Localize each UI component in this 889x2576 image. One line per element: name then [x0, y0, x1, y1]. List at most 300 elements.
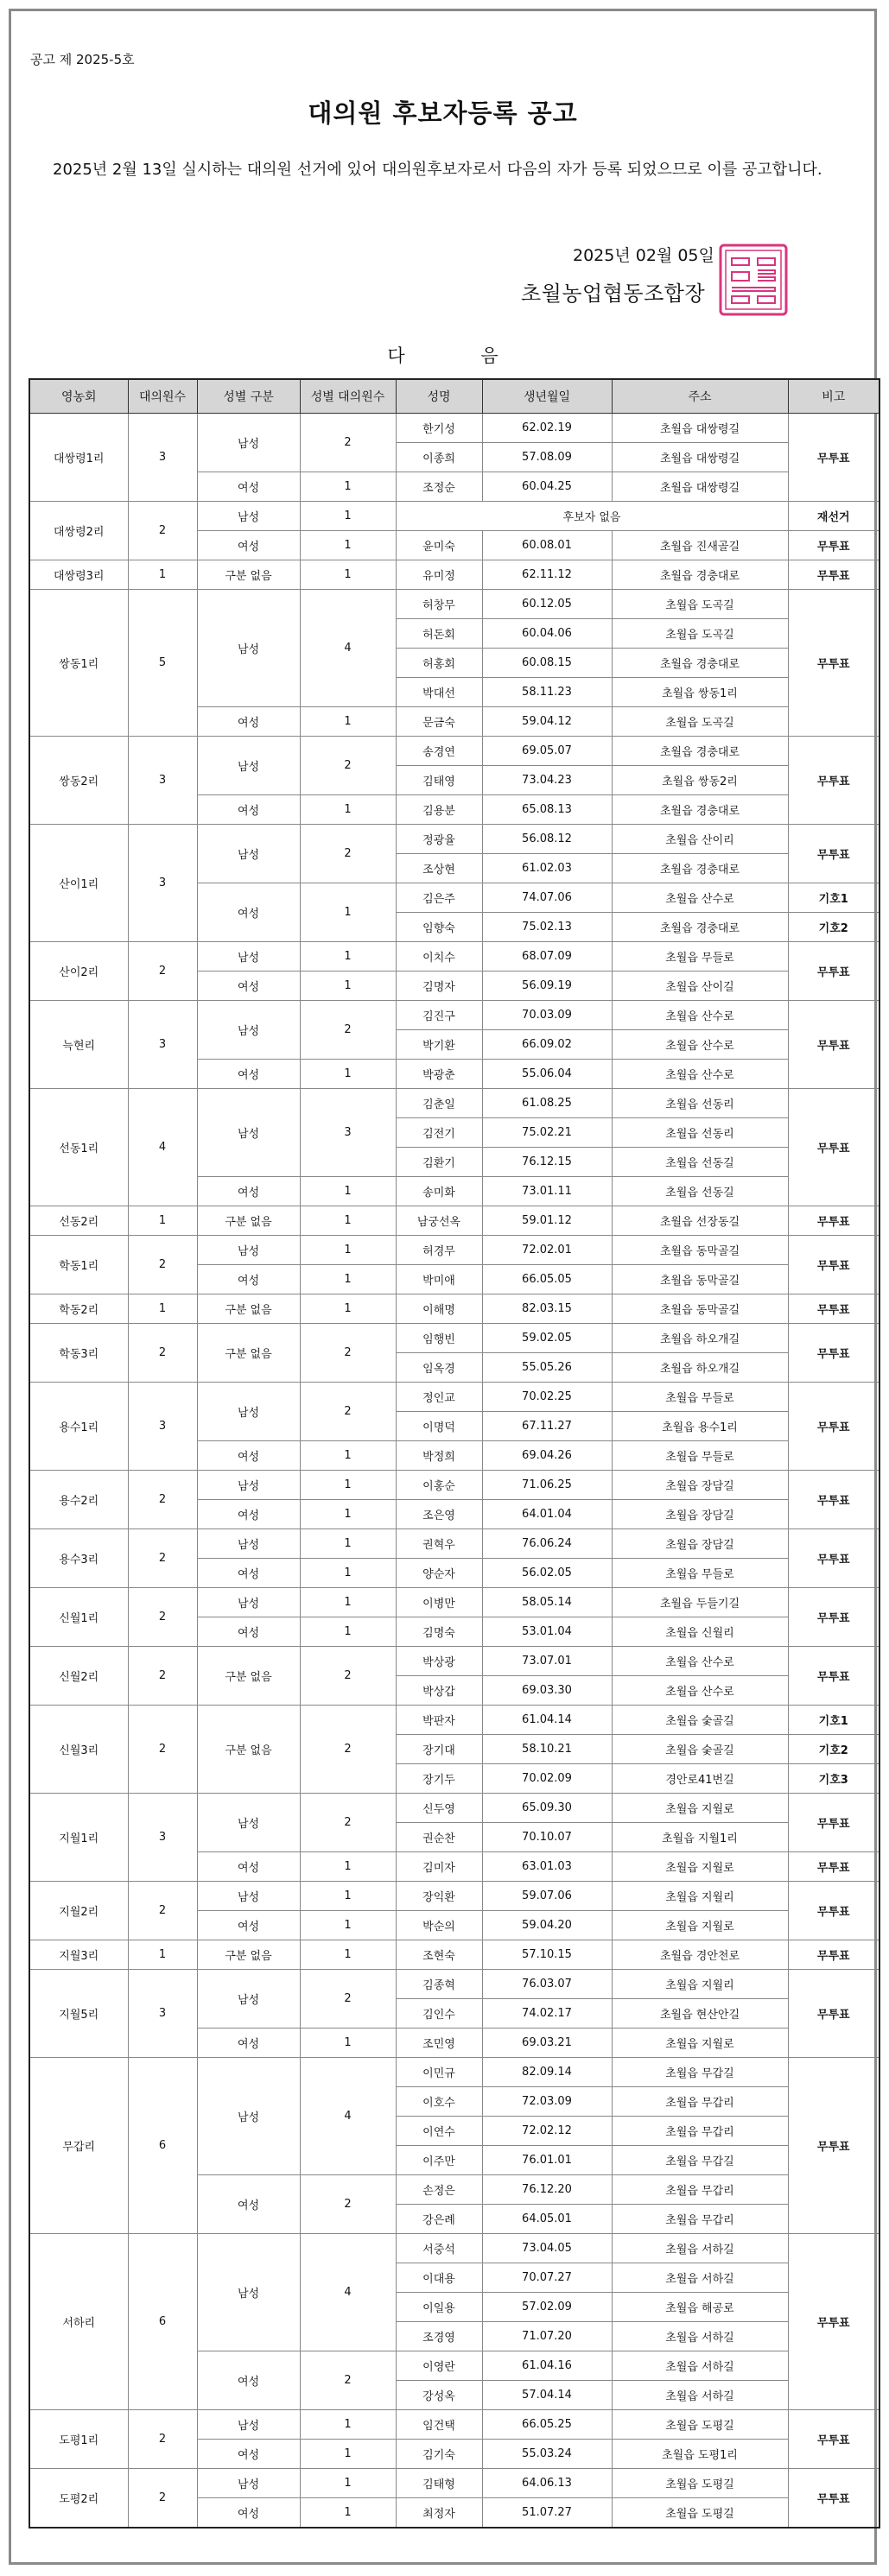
seats-cell: 1 [128, 1206, 197, 1236]
address-cell: 초월읍 서하길 [612, 2234, 788, 2263]
gender-cell: 구분 없음 [197, 1706, 300, 1794]
gender-cell: 남성 [197, 1529, 300, 1559]
village-cell: 용수3리 [29, 1529, 128, 1588]
seats-cell: 2 [128, 2410, 197, 2469]
candidate-name-cell: 이연수 [396, 2117, 482, 2146]
candidate-name-cell: 권순찬 [396, 1823, 482, 1852]
address-cell: 초월읍 무갑길 [612, 2146, 788, 2175]
gender-cell: 여성 [197, 2351, 300, 2410]
candidate-name-cell: 유미정 [396, 560, 482, 590]
birthdate-cell: 61.02.03 [482, 854, 612, 883]
gender-seats-cell: 1 [300, 1236, 396, 1265]
seats-cell: 1 [128, 1940, 197, 1970]
candidate-name-cell: 이일용 [396, 2293, 482, 2322]
birthdate-cell: 74.07.06 [482, 883, 612, 913]
candidate-name-cell: 김은주 [396, 883, 482, 913]
candidate-name-cell: 신두영 [396, 1794, 482, 1823]
table-row [29, 1970, 879, 1999]
address-cell: 초월읍 선동리 [612, 1118, 788, 1148]
birthdate-cell: 55.03.24 [482, 2440, 612, 2469]
note-cell: 무투표 [788, 1794, 879, 1852]
birthdate-cell: 60.08.15 [482, 649, 612, 678]
gender-seats-cell: 2 [300, 1001, 396, 1060]
address-cell: 초월읍 대쌍령길 [612, 472, 788, 502]
table-row [29, 1647, 879, 1676]
candidate-name-cell: 이치수 [396, 942, 482, 972]
gender-cell: 구분 없음 [197, 1940, 300, 1970]
gender-seats-cell: 1 [300, 1265, 396, 1294]
note-cell: 무투표 [788, 1970, 879, 2058]
gender-cell: 여성 [197, 2029, 300, 2058]
note-cell: 무투표 [788, 1529, 879, 1588]
address-cell: 초월읍 산수로 [612, 1001, 788, 1030]
address-cell: 초월읍 도평길 [612, 2498, 788, 2529]
village-cell: 도평1리 [29, 2410, 128, 2469]
section-heading [11, 342, 874, 368]
note-cell: 무투표 [788, 2234, 879, 2410]
birthdate-cell: 69.05.07 [482, 737, 612, 766]
birthdate-cell: 71.06.25 [482, 1471, 612, 1500]
candidate-name-cell: 이명덕 [396, 1412, 482, 1441]
birthdate-cell: 67.11.27 [482, 1412, 612, 1441]
seats-cell: 2 [128, 942, 197, 1001]
birthdate-cell: 76.01.01 [482, 2146, 612, 2175]
birthdate-cell: 66.09.02 [482, 1030, 612, 1060]
village-cell: 지월2리 [29, 1882, 128, 1940]
address-cell: 초월읍 쌍동1리 [612, 678, 788, 707]
address-cell: 초월읍 도곡길 [612, 619, 788, 649]
gender-cell: 여성 [197, 1911, 300, 1940]
gender-cell: 남성 [197, 1383, 300, 1441]
birthdate-cell: 60.12.05 [482, 590, 612, 619]
gender-cell: 여성 [197, 707, 300, 737]
candidate-name-cell: 강성옥 [396, 2381, 482, 2410]
candidate-name-cell: 김종혁 [396, 1970, 482, 1999]
table-row [29, 414, 879, 443]
gender-seats-cell: 2 [300, 414, 396, 472]
address-cell: 초월읍 대쌍령길 [612, 443, 788, 472]
village-cell: 산이1리 [29, 825, 128, 942]
column-header: 비고 [788, 379, 879, 414]
gender-cell: 구분 없음 [197, 1647, 300, 1706]
candidate-name-cell: 김춘일 [396, 1089, 482, 1118]
address-cell: 초월읍 해공로 [612, 2293, 788, 2322]
candidate-name-cell: 조은영 [396, 1500, 482, 1529]
column-header: 대의원수 [128, 379, 197, 414]
address-cell: 초월읍 하오개길 [612, 1324, 788, 1353]
gender-cell: 남성 [197, 2410, 300, 2440]
address-cell: 초월읍 숯골길 [612, 1706, 788, 1735]
seats-cell: 2 [128, 1882, 197, 1940]
address-cell: 초월읍 경충대로 [612, 795, 788, 825]
birthdate-cell: 58.11.23 [482, 678, 612, 707]
candidate-name-cell: 이대용 [396, 2263, 482, 2293]
birthdate-cell: 61.04.16 [482, 2351, 612, 2381]
column-header: 영농회 [29, 379, 128, 414]
birthdate-cell: 73.04.05 [482, 2234, 612, 2263]
gender-seats-cell: 2 [300, 1794, 396, 1852]
birthdate-cell: 71.07.20 [482, 2322, 612, 2351]
address-cell: 초월읍 지월로 [612, 1852, 788, 1882]
gender-cell: 구분 없음 [197, 1294, 300, 1324]
village-cell: 용수2리 [29, 1471, 128, 1529]
village-cell: 학동2리 [29, 1294, 128, 1324]
gender-seats-cell: 1 [300, 2469, 396, 2498]
address-cell: 초월읍 지월로 [612, 1911, 788, 1940]
gender-cell: 남성 [197, 1794, 300, 1852]
candidate-name-cell: 이홍순 [396, 1471, 482, 1500]
candidate-table [29, 378, 880, 2529]
village-cell: 대쌍령2리 [29, 502, 128, 560]
address-cell: 초월읍 장담길 [612, 1529, 788, 1559]
village-cell: 도평2리 [29, 2469, 128, 2529]
birthdate-cell: 51.07.27 [482, 2498, 612, 2529]
address-cell: 초월읍 동막골길 [612, 1294, 788, 1324]
village-cell: 산이2리 [29, 942, 128, 1001]
village-cell: 지월3리 [29, 1940, 128, 1970]
candidate-name-cell: 강은례 [396, 2205, 482, 2234]
seats-cell: 2 [128, 1706, 197, 1794]
gender-cell: 남성 [197, 1970, 300, 2029]
birthdate-cell: 64.05.01 [482, 2205, 612, 2234]
candidate-name-cell: 박대선 [396, 678, 482, 707]
table-row [29, 1294, 879, 1324]
birthdate-cell: 59.02.05 [482, 1324, 612, 1353]
gender-cell: 여성 [197, 795, 300, 825]
gender-cell: 남성 [197, 1001, 300, 1060]
address-cell: 초월읍 진새골길 [612, 531, 788, 560]
address-cell: 초월읍 무들로 [612, 1441, 788, 1471]
candidate-name-cell: 박광춘 [396, 1060, 482, 1089]
table-row [29, 825, 879, 854]
official-seal-icon [718, 243, 789, 317]
birthdate-cell: 73.01.11 [482, 1177, 612, 1206]
gender-cell: 남성 [197, 1588, 300, 1617]
seats-cell: 2 [128, 1471, 197, 1529]
candidate-name-cell: 조정순 [396, 472, 482, 502]
village-cell: 학동1리 [29, 1236, 128, 1294]
candidate-name-cell: 김용분 [396, 795, 482, 825]
seats-cell: 2 [128, 1529, 197, 1588]
gender-cell: 구분 없음 [197, 1324, 300, 1383]
note-cell: 기호1 [788, 1706, 879, 1735]
gender-cell: 남성 [197, 1236, 300, 1265]
table-row [29, 590, 879, 619]
candidate-name-cell: 허돈회 [396, 619, 482, 649]
address-cell: 초월읍 동막골길 [612, 1236, 788, 1265]
gender-cell: 여성 [197, 531, 300, 560]
gender-cell: 남성 [197, 737, 300, 795]
address-cell: 초월읍 무들로 [612, 1383, 788, 1412]
address-cell: 초월읍 산수로 [612, 1647, 788, 1676]
birthdate-cell: 58.10.21 [482, 1735, 612, 1764]
address-cell: 초월읍 지월로 [612, 1794, 788, 1823]
seats-cell: 3 [128, 1970, 197, 2058]
address-cell: 초월읍 산이리 [612, 825, 788, 854]
gender-seats-cell: 1 [300, 1206, 396, 1236]
gender-seats-cell: 2 [300, 825, 396, 883]
candidate-name-cell: 임건택 [396, 2410, 482, 2440]
gender-seats-cell: 1 [300, 795, 396, 825]
seats-cell: 5 [128, 590, 197, 737]
gender-cell: 남성 [197, 1471, 300, 1500]
table-row [29, 942, 879, 972]
candidate-name-cell: 허경무 [396, 1236, 482, 1265]
candidate-name-cell: 정광율 [396, 825, 482, 854]
note-cell: 무투표 [788, 531, 879, 560]
candidate-name-cell: 박상갑 [396, 1676, 482, 1706]
gender-cell: 구분 없음 [197, 560, 300, 590]
birthdate-cell: 57.08.09 [482, 443, 612, 472]
birthdate-cell: 64.06.13 [482, 2469, 612, 2498]
table-row [29, 1940, 879, 1970]
birthdate-cell: 65.09.30 [482, 1794, 612, 1823]
organization-signature: 초월농업협동조합장 [521, 282, 706, 306]
note-cell: 무투표 [788, 1001, 879, 1089]
birthdate-cell: 60.08.01 [482, 531, 612, 560]
gender-seats-cell: 1 [300, 472, 396, 502]
address-cell: 초월읍 장담길 [612, 1500, 788, 1529]
gender-cell: 남성 [197, 2058, 300, 2175]
seats-cell: 6 [128, 2234, 197, 2410]
address-cell: 초월읍 도평길 [612, 2410, 788, 2440]
gender-seats-cell: 2 [300, 2175, 396, 2234]
seats-cell: 2 [128, 1324, 197, 1383]
birthdate-cell: 68.07.09 [482, 942, 612, 972]
gender-seats-cell: 1 [300, 1177, 396, 1206]
gender-seats-cell: 1 [300, 2029, 396, 2058]
seats-cell: 1 [128, 1294, 197, 1324]
birthdate-cell: 60.04.06 [482, 619, 612, 649]
address-cell: 초월읍 경충대로 [612, 560, 788, 590]
gender-cell: 여성 [197, 1265, 300, 1294]
note-cell: 무투표 [788, 737, 879, 825]
address-cell: 초월읍 쌍동2리 [612, 766, 788, 795]
address-cell: 초월읍 서하길 [612, 2381, 788, 2410]
gender-cell: 남성 [197, 942, 300, 972]
intro-paragraph: 2025년 2월 13일 실시하는 대의원 선거에 있어 대의원후보자로서 다음의 자가 등록 되었으므로 이를 공고합니다. [53, 161, 822, 179]
candidate-name-cell: 장기두 [396, 1764, 482, 1794]
birthdate-cell: 59.04.20 [482, 1911, 612, 1940]
candidate-name-cell: 임향숙 [396, 913, 482, 942]
birthdate-cell: 75.02.21 [482, 1118, 612, 1148]
birthdate-cell: 63.01.03 [482, 1852, 612, 1882]
note-cell: 무투표 [788, 1882, 879, 1940]
birthdate-cell: 65.08.13 [482, 795, 612, 825]
birthdate-cell: 66.05.25 [482, 2410, 612, 2440]
candidate-name-cell: 김태영 [396, 766, 482, 795]
candidate-name-cell: 김명숙 [396, 1617, 482, 1647]
table-row [29, 2469, 879, 2498]
candidate-name-cell: 송경연 [396, 737, 482, 766]
seats-cell: 3 [128, 1001, 197, 1089]
candidate-name-cell: 조현숙 [396, 1940, 482, 1970]
birthdate-cell: 61.08.25 [482, 1089, 612, 1118]
address-cell: 초월읍 선동길 [612, 1177, 788, 1206]
note-cell: 무투표 [788, 1236, 879, 1294]
table-row [29, 1206, 879, 1236]
address-cell: 초월읍 도곡길 [612, 590, 788, 619]
candidate-name-cell: 장기대 [396, 1735, 482, 1764]
candidate-name-cell: 조상현 [396, 854, 482, 883]
candidate-name-cell: 송미화 [396, 1177, 482, 1206]
gender-cell: 남성 [197, 825, 300, 883]
address-cell: 초월읍 무갑리 [612, 2117, 788, 2146]
village-cell: 대쌍령1리 [29, 414, 128, 502]
birthdate-cell: 72.02.12 [482, 2117, 612, 2146]
note-cell: 재선거 [788, 502, 879, 531]
birthdate-cell: 62.02.19 [482, 414, 612, 443]
heading-char: 다 [387, 345, 405, 366]
seats-cell: 2 [128, 1647, 197, 1706]
address-cell: 초월읍 서하길 [612, 2322, 788, 2351]
address-cell: 초월읍 산수로 [612, 883, 788, 913]
table-row [29, 1383, 879, 1412]
candidate-name-cell: 윤미숙 [396, 531, 482, 560]
column-header: 성별 구분 [197, 379, 300, 414]
note-cell: 무투표 [788, 2058, 879, 2234]
column-header: 성명 [396, 379, 482, 414]
candidate-name-cell: 조경영 [396, 2322, 482, 2351]
gender-cell: 여성 [197, 472, 300, 502]
village-cell: 용수1리 [29, 1383, 128, 1471]
candidate-name-cell: 장익환 [396, 1882, 482, 1911]
table-row [29, 2058, 879, 2087]
address-cell: 초월읍 지월로 [612, 2029, 788, 2058]
gender-cell: 여성 [197, 2498, 300, 2529]
gender-seats-cell: 1 [300, 972, 396, 1001]
table-row [29, 1794, 879, 1823]
birthdate-cell: 56.09.19 [482, 972, 612, 1001]
candidate-name-cell: 박순의 [396, 1911, 482, 1940]
birthdate-cell: 59.01.12 [482, 1206, 612, 1236]
birthdate-cell: 82.09.14 [482, 2058, 612, 2087]
candidate-name-cell: 김태형 [396, 2469, 482, 2498]
birthdate-cell: 76.06.24 [482, 1529, 612, 1559]
birthdate-cell: 70.03.09 [482, 1001, 612, 1030]
note-cell: 무투표 [788, 590, 879, 737]
note-cell: 무투표 [788, 825, 879, 883]
village-cell: 신월1리 [29, 1588, 128, 1647]
address-cell: 초월읍 서하길 [612, 2351, 788, 2381]
village-cell: 신월3리 [29, 1706, 128, 1794]
birthdate-cell: 76.12.15 [482, 1148, 612, 1177]
gender-seats-cell: 2 [300, 1324, 396, 1383]
address-cell: 초월읍 신월리 [612, 1617, 788, 1647]
gender-seats-cell: 2 [300, 1706, 396, 1794]
birthdate-cell: 75.02.13 [482, 913, 612, 942]
gender-cell: 남성 [197, 502, 300, 531]
address-cell: 초월읍 경충대로 [612, 737, 788, 766]
gender-seats-cell: 2 [300, 737, 396, 795]
birthdate-cell: 72.02.01 [482, 1236, 612, 1265]
candidate-name-cell: 김기숙 [396, 2440, 482, 2469]
candidate-name-cell: 박정희 [396, 1441, 482, 1471]
gender-cell: 남성 [197, 414, 300, 472]
birthdate-cell: 58.05.14 [482, 1588, 612, 1617]
birthdate-cell: 82.03.15 [482, 1294, 612, 1324]
candidate-name-cell: 서중석 [396, 2234, 482, 2263]
birthdate-cell: 73.04.23 [482, 766, 612, 795]
gender-seats-cell: 1 [300, 1852, 396, 1882]
table-row [29, 1471, 879, 1500]
gender-seats-cell: 1 [300, 1060, 396, 1089]
gender-cell: 남성 [197, 1882, 300, 1911]
birthdate-cell: 72.03.09 [482, 2087, 612, 2117]
birthdate-cell: 66.05.05 [482, 1265, 612, 1294]
column-header: 생년월일 [482, 379, 612, 414]
gender-cell: 여성 [197, 1559, 300, 1588]
table-row [29, 1588, 879, 1617]
note-cell: 무투표 [788, 2410, 879, 2469]
candidate-name-cell: 정인교 [396, 1383, 482, 1412]
village-cell: 쌍동1리 [29, 590, 128, 737]
candidate-name-cell: 박상광 [396, 1647, 482, 1676]
seats-cell: 3 [128, 414, 197, 502]
table-row [29, 2234, 879, 2263]
note-cell: 무투표 [788, 1324, 879, 1383]
gender-cell: 여성 [197, 2440, 300, 2469]
gender-seats-cell: 1 [300, 1617, 396, 1647]
gender-seats-cell: 1 [300, 2440, 396, 2469]
announcement-date: 2025년 02월 05일 [573, 246, 714, 265]
birthdate-cell: 76.12.20 [482, 2175, 612, 2205]
birthdate-cell: 70.02.09 [482, 1764, 612, 1794]
address-cell: 초월읍 산수로 [612, 1060, 788, 1089]
birthdate-cell: 56.08.12 [482, 825, 612, 854]
gender-seats-cell: 4 [300, 590, 396, 707]
birthdate-cell: 53.01.04 [482, 1617, 612, 1647]
address-cell: 초월읍 무들로 [612, 1559, 788, 1588]
note-cell: 무투표 [788, 1647, 879, 1706]
village-cell: 늑현리 [29, 1001, 128, 1089]
gender-cell: 여성 [197, 1060, 300, 1089]
seats-cell: 3 [128, 737, 197, 825]
note-cell: 무투표 [788, 1852, 879, 1882]
birthdate-cell: 76.03.07 [482, 1970, 612, 1999]
candidate-name-cell: 문금숙 [396, 707, 482, 737]
table-row [29, 1706, 879, 1735]
village-cell: 신월2리 [29, 1647, 128, 1706]
village-cell: 선동2리 [29, 1206, 128, 1236]
gender-cell: 구분 없음 [197, 1206, 300, 1236]
candidate-name-cell: 임옥경 [396, 1353, 482, 1383]
seats-cell: 1 [128, 560, 197, 590]
gender-seats-cell: 1 [300, 1940, 396, 1970]
note-cell: 무투표 [788, 1089, 879, 1206]
note-cell: 무투표 [788, 560, 879, 590]
gender-seats-cell: 1 [300, 1529, 396, 1559]
gender-seats-cell: 1 [300, 1559, 396, 1588]
birthdate-cell: 73.07.01 [482, 1647, 612, 1676]
gender-seats-cell: 1 [300, 2410, 396, 2440]
birthdate-cell: 57.10.15 [482, 1940, 612, 1970]
column-header: 성별 대의원수 [300, 379, 396, 414]
candidate-name-cell: 손정은 [396, 2175, 482, 2205]
address-cell: 초월읍 도평길 [612, 2469, 788, 2498]
birthdate-cell: 69.03.30 [482, 1676, 612, 1706]
table-body [29, 414, 879, 2529]
gender-cell: 남성 [197, 2469, 300, 2498]
candidate-name-cell: 이민규 [396, 2058, 482, 2087]
birthdate-cell: 61.04.14 [482, 1706, 612, 1735]
address-cell: 초월읍 경충대로 [612, 649, 788, 678]
candidate-name-cell: 이호수 [396, 2087, 482, 2117]
seats-cell: 3 [128, 1794, 197, 1882]
note-cell: 무투표 [788, 2469, 879, 2529]
candidate-name-cell: 김전기 [396, 1118, 482, 1148]
seats-cell: 2 [128, 1236, 197, 1294]
